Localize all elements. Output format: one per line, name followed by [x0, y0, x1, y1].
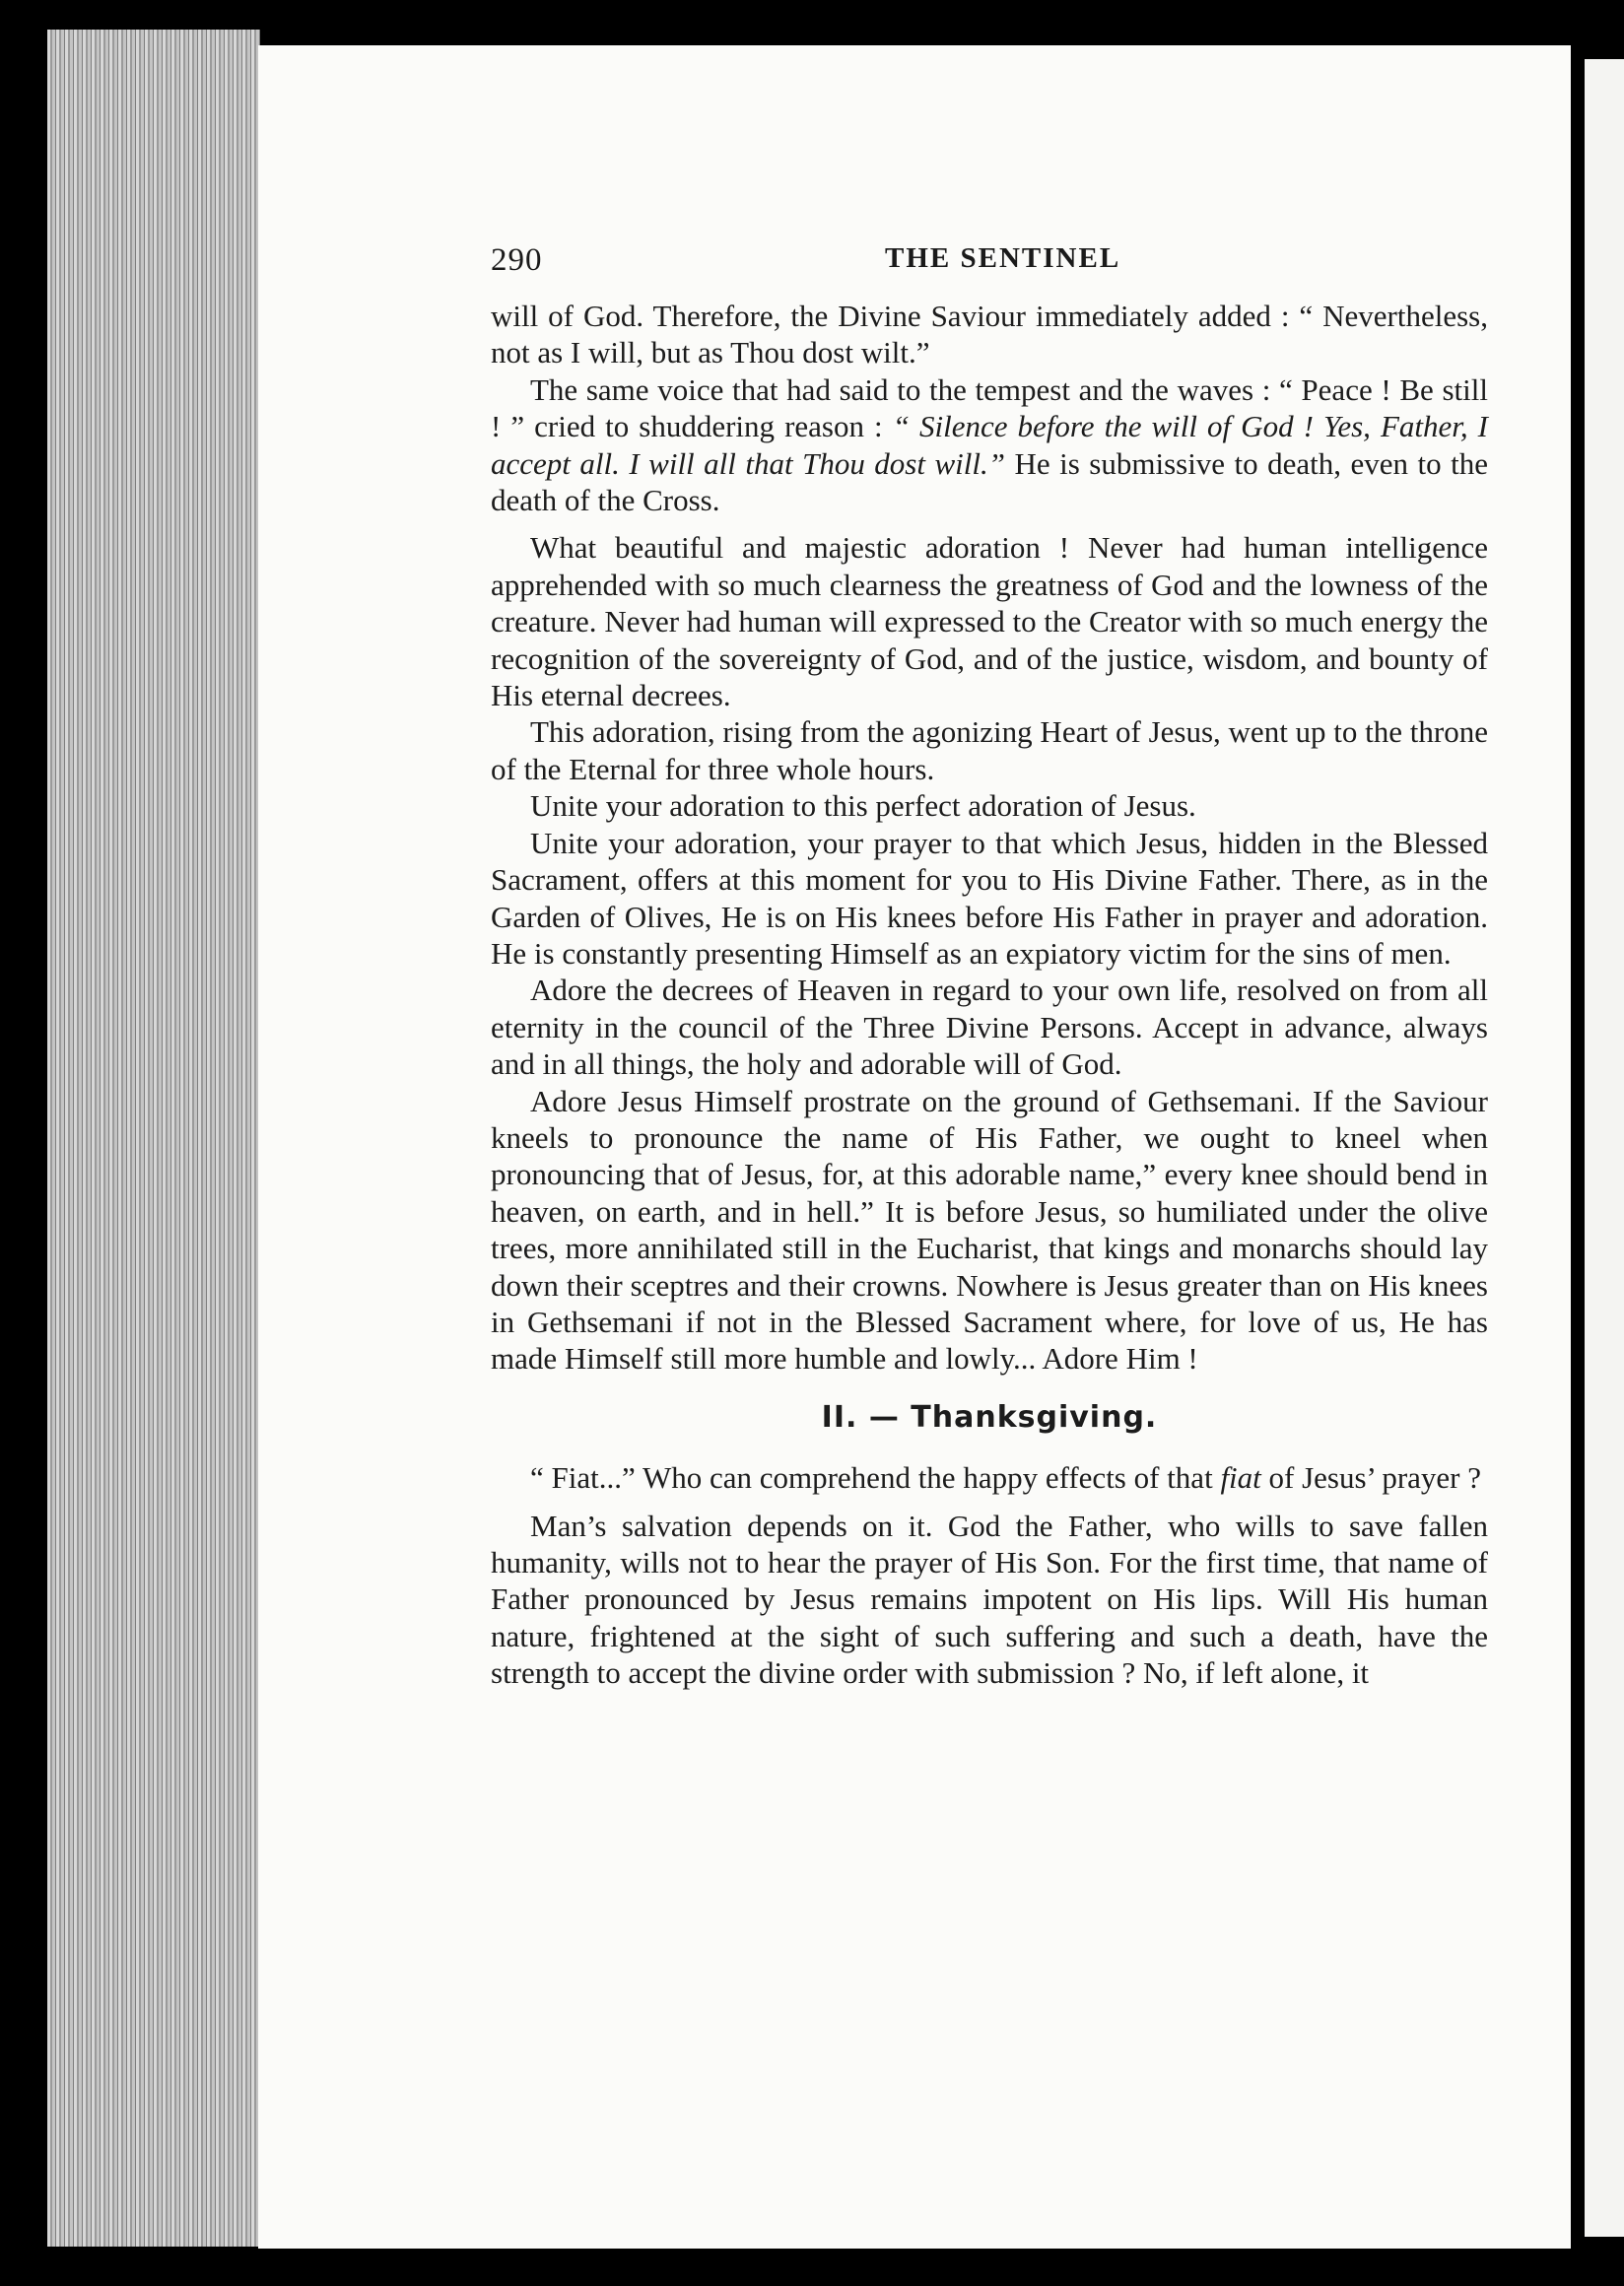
section-heading: II. — Thanksgiving.	[821, 1399, 1158, 1435]
book-page-edges	[47, 30, 260, 2247]
paragraph-7: Adore the decrees of Heaven in regard to your own life, resolved on from all eternity in the council of the Three Divine Persons. Accept in advance, always and in all things, the holy and adorable will of God.	[491, 973, 1488, 1082]
paragraph-9-fiat: fiat	[1220, 1460, 1261, 1496]
paragraph-5: Unite your adoration to this perfect adoration of Jesus.	[530, 788, 1196, 824]
paragraph-9	[491, 1459, 1488, 1496]
paragraph-9-tail: of Jesus’ prayer ?	[1268, 1460, 1482, 1496]
paragraph-1: will of God. Therefore, the Divine Saviour immediately added : “ Nevertheless, not as I will, but as Thou dost wilt.”	[491, 299, 1488, 370]
paragraph-2	[491, 371, 1488, 519]
paragraph-4: This adoration, rising from the agonizing Heart of Jesus, went up to the throne of the Eternal for three whole hours.	[491, 714, 1488, 786]
paragraph-3: What beautiful and majestic adoration ! Never had human intelligence apprehended with so much clearness the greatness of God and the lowness of the creature. Never had human will expressed to the Creator with so much energy the recognition of the sovereignty of God, and of the justice, wisdom, and bounty of His eternal decrees.	[491, 530, 1488, 713]
running-head: THE SENTINEL	[885, 242, 1121, 274]
paragraph-2-tail: He is submissive to death, even to the death of the Cross.	[491, 445, 1488, 518]
page-number: 290	[491, 242, 543, 278]
paragraph-8: Adore Jesus Himself prostrate on the ground of Gethsemani. If the Saviour kneels to pronounce the name of His Father, we ought to kneel when pronouncing that of Jesus, for, at this adorable name,” every knee should bend in heaven, on earth, and in hell.” It is before Jesus, so humiliated under the olive trees, more annihilated still in the Eucharist, that kings and monarchs should lay down their sceptres and their crowns. Nowhere is Jesus greater than on His knees in Gethsemani if not in the Blessed Sacrament where, for love of us, He has made Himself still more humble and lowly... Adore Him !	[491, 1083, 1488, 1377]
page-header	[491, 242, 1492, 282]
paragraph-9-text: Who can comprehend the happy effects of that	[642, 1460, 1213, 1496]
facing-page-edge	[1585, 59, 1624, 2237]
paragraph-10: Man’s salvation depends on it. God the Father, who wills to save fallen humanity, wills not to hear the prayer of His Son. For the first time, that name of Father pronounced by Jesus remains impotent on His lips. Will His human nature, frightened at the sight of such suffering and such a death, have the strength to accept the divine order with submission ? No, if left alone, it	[491, 1508, 1488, 1691]
paragraph-6: Unite your adoration, your prayer to that which Jesus, hidden in the Blessed Sacrament, offers at this moment for you to His Divine Father. There, as in the Garden of Olives, He is on His knees before His Father in prayer and adoration. He is constantly presenting Himself as an expiatory victim for the sins of men.	[491, 825, 1488, 971]
paragraph-2-quote: “ Silence before the will of God ! Yes, Father, I accept all. I will all that Thou dost will.”	[491, 409, 1489, 481]
paragraph-2-text: The same voice that had said to the tempest and the waves : “ Peace ! Be still ! ” cried to shuddering reason :	[491, 371, 1488, 444]
paragraph-9-open: “ Fiat...”	[530, 1460, 636, 1496]
body-text	[491, 298, 1488, 1692]
